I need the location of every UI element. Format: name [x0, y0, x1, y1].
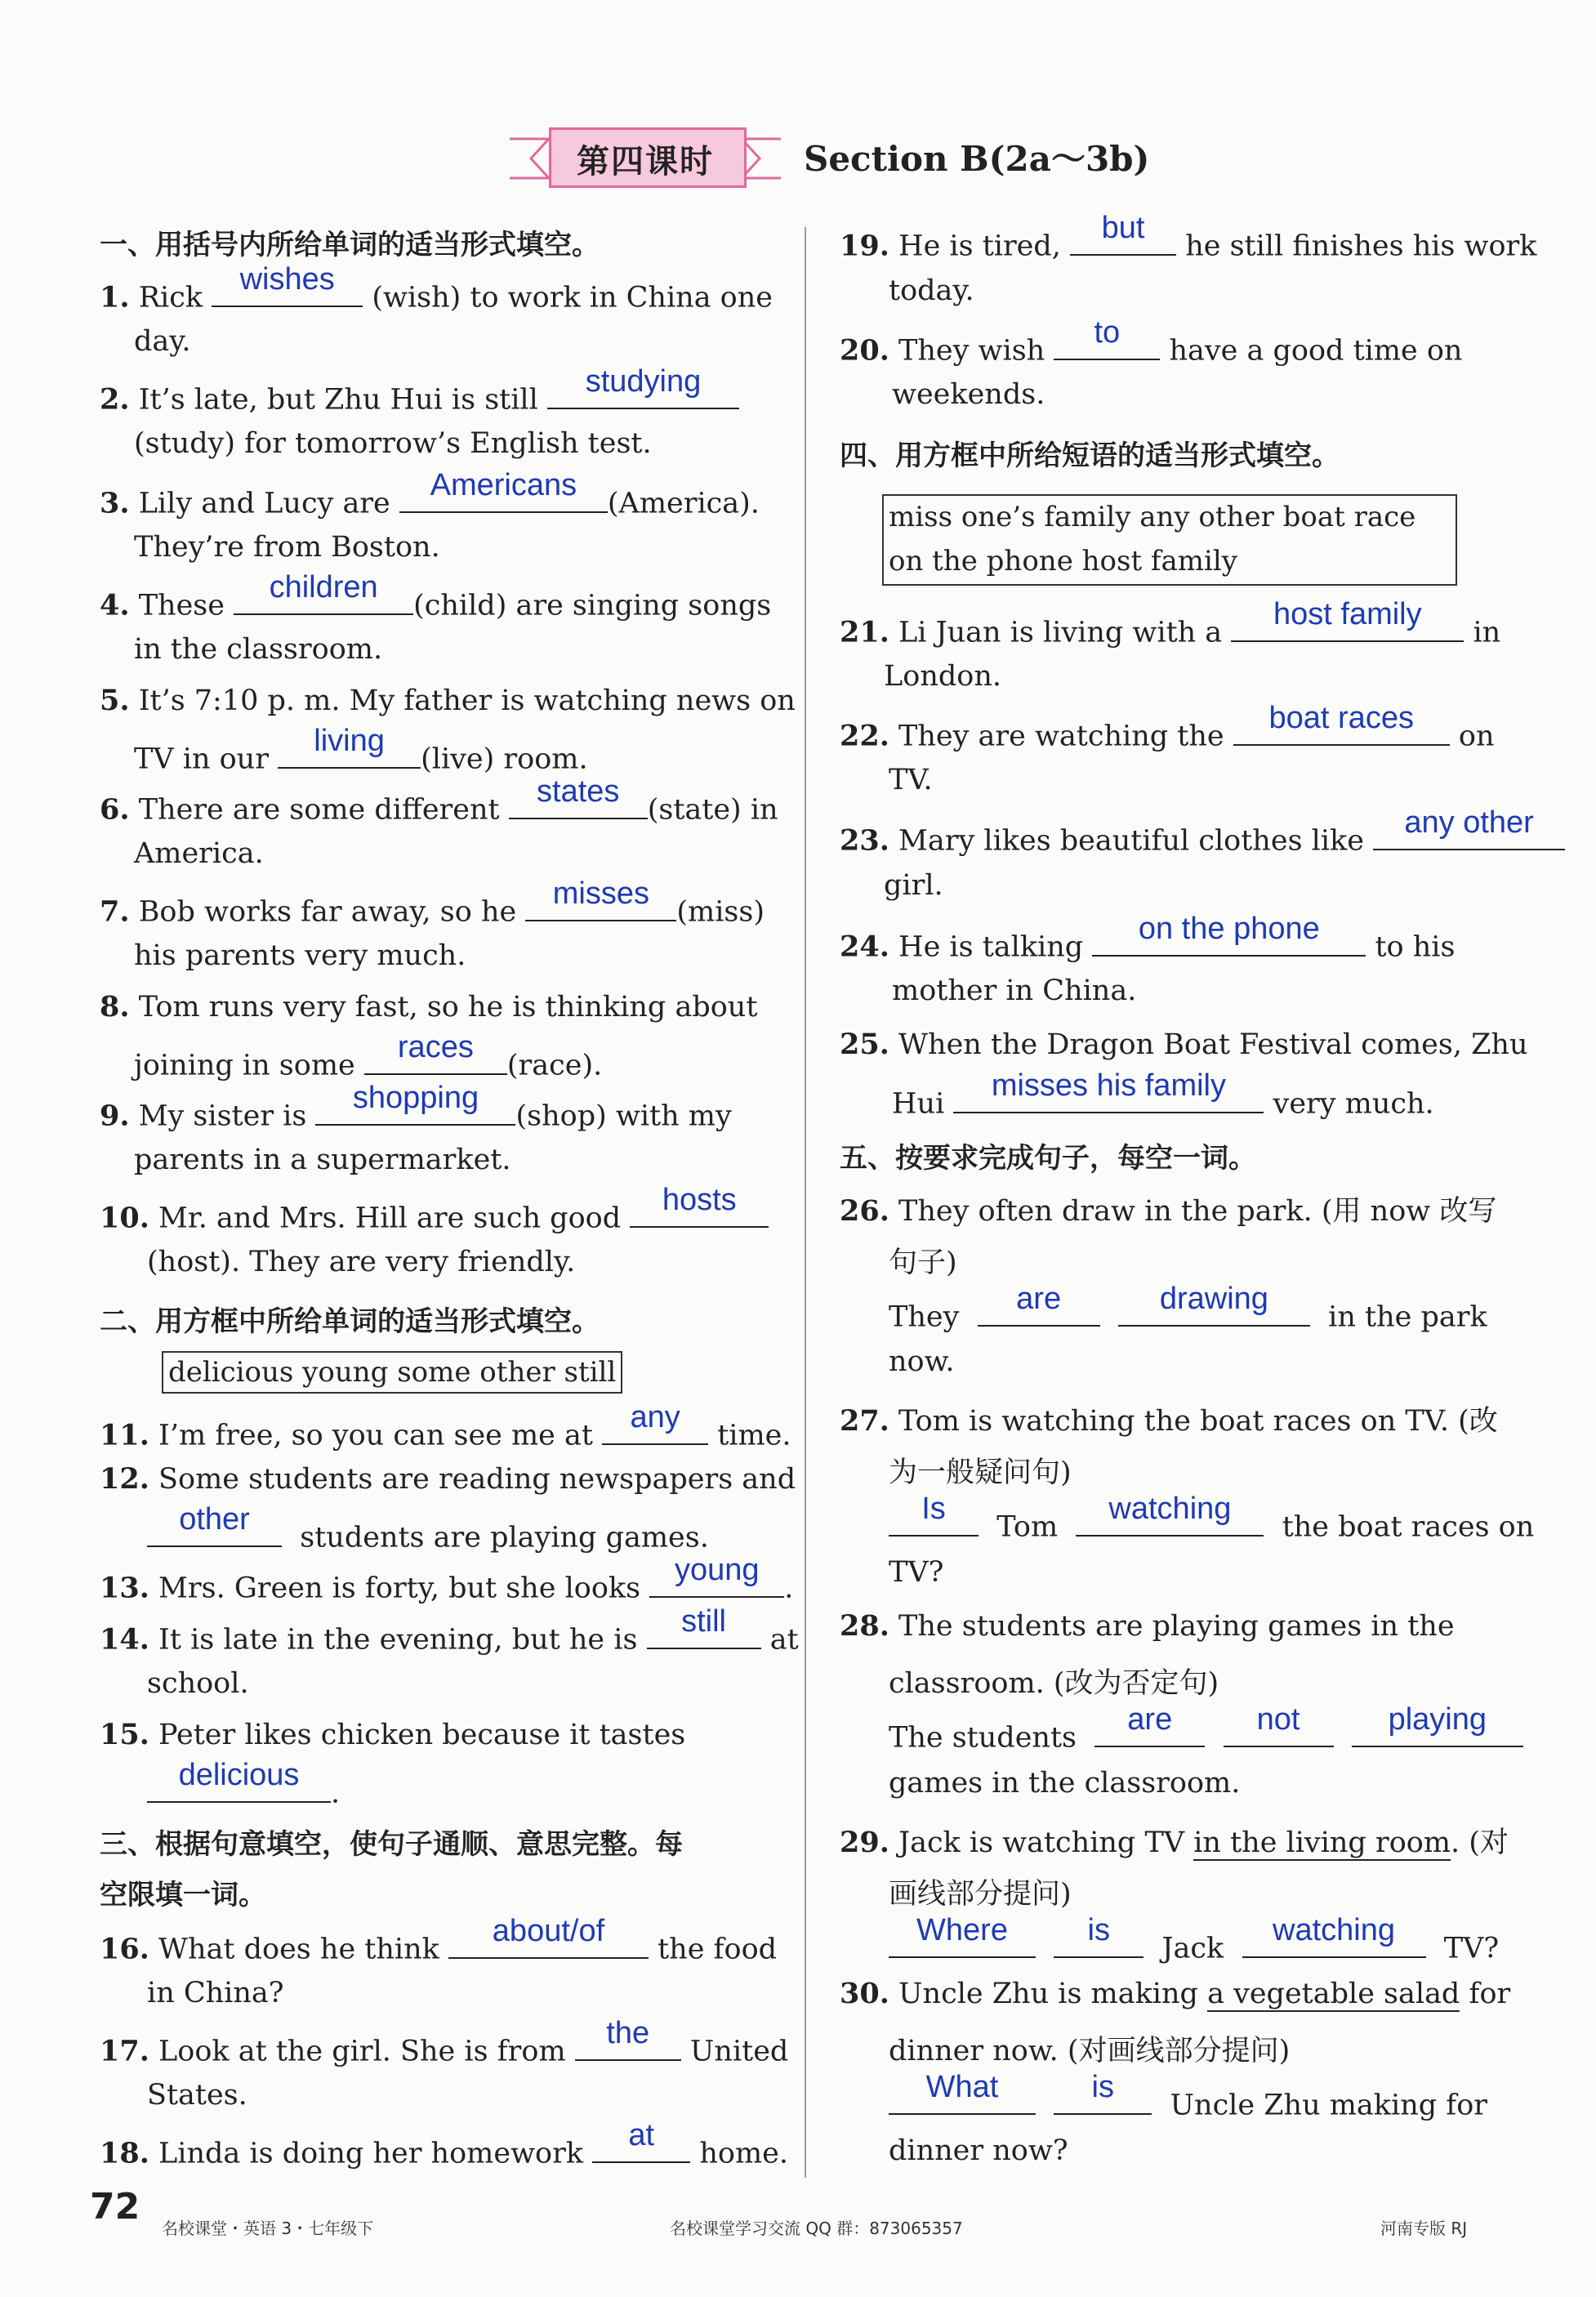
part4-heading: 四、用方框中所给短语的适当形式填空。: [840, 439, 1340, 472]
q-number: 26.: [840, 1194, 889, 1228]
q-text: the boat races on: [1282, 1510, 1535, 1544]
q-text: Hui: [892, 1087, 945, 1121]
part3-heading-cont: 空限填一词。: [100, 1879, 266, 1911]
q-number: 20.: [840, 333, 889, 368]
q-text: .: [331, 1777, 341, 1810]
q2-cont: (study) for tomorrow’s English test.: [134, 427, 652, 460]
q14-cont: school.: [147, 1667, 249, 1700]
q27-cont2: TV?: [889, 1556, 944, 1589]
q28-cont: classroom. (改为否定句): [889, 1667, 1219, 1700]
q-text: (race).: [506, 1049, 603, 1082]
answer-blank[interactable]: [1070, 210, 1176, 256]
q20: [840, 314, 1463, 368]
q-text: Jack is watching TV: [898, 1826, 1185, 1859]
q-number: 7.: [100, 894, 130, 929]
q-text: My sister is: [138, 1099, 307, 1133]
page-number: 72: [90, 2186, 140, 2228]
q-number: 9.: [100, 1099, 130, 1133]
q2: [100, 364, 739, 417]
q-text: (live) room.: [421, 743, 588, 776]
q16: [100, 1913, 778, 1966]
q4: [100, 569, 772, 622]
q-text: They often draw in the park. (用 now 改写: [898, 1195, 1497, 1228]
q29: [840, 1820, 1509, 1861]
q20-cont: weekends.: [892, 378, 1045, 411]
answer: What: [925, 2069, 999, 2104]
q3-cont: They’re from Boston.: [134, 531, 440, 564]
q-text: They wish: [898, 334, 1045, 368]
q-text: When the Dragon Boat Festival comes, Zhu: [898, 1028, 1528, 1061]
q29-cont: 画线部分提问): [889, 1878, 1072, 1911]
q-number: 29.: [840, 1826, 889, 1859]
answer-blank[interactable]: [1373, 805, 1565, 850]
q-text: Mr. and Mrs. Hill are such good: [158, 1202, 622, 1235]
q24-cont: mother in China.: [892, 975, 1137, 1007]
answer: Americans: [430, 467, 577, 502]
answer-blank[interactable]: [630, 1182, 769, 1228]
q-text: They are watching the: [898, 720, 1224, 753]
answer: playing: [1388, 1702, 1487, 1737]
answer-blank[interactable]: [234, 569, 413, 615]
q-text: United: [689, 2035, 789, 2068]
answer-blank[interactable]: [889, 1912, 1036, 1958]
q21: [840, 596, 1501, 649]
answer-blank[interactable]: [147, 1757, 331, 1803]
phrase-box-line1: miss one’s family any other boat race: [889, 501, 1416, 533]
answer: host family: [1273, 596, 1422, 631]
q-number: 18.: [100, 2136, 149, 2170]
answer: children: [269, 569, 378, 604]
q-text: He is tired,: [898, 230, 1061, 263]
q5-cont: [134, 723, 588, 776]
q25-cont: [892, 1068, 1434, 1121]
answer-blank[interactable]: [889, 1491, 979, 1537]
q25: [840, 1028, 1528, 1061]
answer-blank[interactable]: [1352, 1702, 1523, 1747]
q-text: It’s late, but Zhu Hui is still: [138, 383, 538, 417]
q-text: for: [1469, 1978, 1511, 2010]
q-number: 3.: [100, 486, 130, 520]
lesson-badge: [506, 123, 784, 193]
q12: [100, 1462, 796, 1496]
q-text: They: [889, 1300, 960, 1334]
answer: is: [1087, 1912, 1110, 1947]
q-text: I’m free, so you can see me at: [158, 1419, 593, 1452]
answer-blank[interactable]: [509, 774, 648, 819]
answer: on the phone: [1138, 911, 1320, 946]
q24: [840, 911, 1456, 964]
answer-blank[interactable]: [592, 2117, 690, 2163]
q-text: time.: [717, 1419, 791, 1452]
q-text: Peter likes chicken because it tastes: [158, 1719, 686, 1751]
q-number: 21.: [840, 615, 889, 649]
word-box: delicious young some other still: [162, 1351, 622, 1394]
q-text: (state) in: [647, 793, 778, 827]
q-number: 27.: [840, 1404, 889, 1438]
answer: but: [1101, 210, 1145, 245]
answer-blank[interactable]: [525, 876, 676, 921]
q-text: Some students are reading newspapers and: [158, 1463, 796, 1496]
q15: [100, 1718, 685, 1751]
q8: [100, 990, 757, 1024]
q6: [100, 774, 778, 827]
q29-answer-line: [889, 1912, 1500, 1965]
q26: [840, 1189, 1496, 1229]
phrase-box: [882, 494, 1457, 586]
answer-blank[interactable]: [1076, 1491, 1264, 1537]
q-number: 13.: [100, 1571, 149, 1605]
q17: [100, 2015, 789, 2068]
q-number: 1.: [100, 280, 130, 314]
q-text: The students are playing games in the: [898, 1610, 1455, 1643]
q-number: 16.: [100, 1932, 149, 1966]
q30-answer-line: [889, 2069, 1488, 2122]
q-number: 11.: [100, 1418, 149, 1452]
q7: [100, 876, 765, 929]
answer-blank[interactable]: [1231, 596, 1464, 642]
answer-blank[interactable]: [953, 1068, 1264, 1113]
q-number: 23.: [840, 823, 889, 858]
q-text: .: [784, 1572, 794, 1605]
answer: misses his family: [991, 1068, 1226, 1103]
q-number: 19.: [840, 229, 889, 263]
answer-blank[interactable]: [1054, 314, 1160, 360]
answer: Where: [916, 1912, 1008, 1947]
answer-blank[interactable]: [212, 261, 363, 307]
q-text: Tom is watching the boat races on TV. (改: [898, 1405, 1498, 1438]
q-text: Bob works far away, so he: [138, 895, 517, 929]
answer: shopping: [352, 1080, 479, 1115]
answer: the: [606, 2015, 650, 2050]
q-text: Rick: [138, 281, 203, 314]
q21-cont: London.: [884, 660, 1001, 693]
q7-cont: his parents very much.: [134, 939, 466, 972]
q-text: (miss): [676, 895, 765, 929]
answer-blank[interactable]: [147, 1501, 282, 1547]
q16-cont: in China?: [147, 1977, 284, 2009]
q30: [840, 1977, 1510, 2010]
q-number: 17.: [100, 2034, 149, 2068]
answer-blank[interactable]: [364, 1029, 507, 1075]
q-text: very much.: [1273, 1087, 1434, 1121]
answer-blank[interactable]: [1118, 1281, 1310, 1327]
q3: [100, 467, 760, 520]
q19: [840, 210, 1537, 263]
q28-cont2: games in the classroom.: [889, 1767, 1241, 1800]
q-text: He is talking: [898, 930, 1084, 964]
q-text: It’s 7:10 p. m. My father is watching news on: [138, 685, 796, 717]
q-number: 24.: [840, 930, 889, 964]
answer: watching: [1273, 1912, 1395, 1947]
answer-blank[interactable]: [448, 1913, 649, 1959]
phrase-box-line2: on the phone host family: [889, 545, 1237, 578]
q26-answer-line: [889, 1281, 1487, 1334]
answer-blank[interactable]: [1242, 1912, 1426, 1958]
q-text: home.: [699, 2137, 788, 2170]
q-text: TV?: [1443, 1932, 1500, 1965]
answer: at: [628, 2117, 655, 2152]
answer: is: [1091, 2069, 1114, 2104]
q-text: It is late in the evening, but he is: [158, 1623, 638, 1657]
answer: races: [397, 1029, 474, 1064]
answer-blank[interactable]: [1233, 700, 1450, 746]
q28-answer-line: [889, 1702, 1523, 1755]
q-text: What does he think: [158, 1933, 439, 1966]
q27-cont: 为一般疑问句): [889, 1456, 1072, 1489]
q-text: in the park: [1328, 1300, 1487, 1334]
q-number: 30.: [840, 1977, 889, 2010]
answer-blank[interactable]: [649, 1552, 784, 1598]
q-text: Uncle Zhu is making: [898, 1978, 1198, 2010]
q18: [100, 2117, 788, 2170]
q-text: on: [1458, 720, 1495, 753]
answer: about/of: [492, 1913, 605, 1948]
column-divider: [805, 227, 806, 2178]
q14: [100, 1603, 799, 1657]
lesson-label: 第四课时: [577, 143, 714, 181]
q1: [100, 261, 773, 314]
q-text: The students: [889, 1721, 1077, 1755]
answer: still: [681, 1603, 726, 1639]
q19-cont: today.: [889, 274, 974, 307]
answer-blank[interactable]: [978, 1281, 1100, 1327]
q-text: (child) are singing songs: [413, 589, 772, 622]
q-text: (America).: [607, 487, 760, 520]
part1-heading: 一、用括号内所给单词的适当形式填空。: [100, 229, 600, 261]
q-number: 8.: [100, 990, 130, 1024]
underlined-phrase: a vegetable salad: [1207, 1978, 1460, 2010]
answer: any other: [1404, 805, 1534, 840]
q22-cont: TV.: [889, 764, 933, 796]
answer: watching: [1108, 1491, 1232, 1526]
q10: [100, 1182, 769, 1235]
q23: [840, 805, 1565, 858]
answer: states: [537, 774, 620, 809]
q12-cont: [147, 1501, 709, 1554]
answer: drawing: [1159, 1281, 1268, 1316]
q15-cont: [147, 1757, 341, 1810]
q22: [840, 700, 1495, 753]
answer-blank[interactable]: [1224, 1702, 1334, 1747]
answer: are: [1127, 1702, 1173, 1737]
answer: to: [1094, 314, 1121, 350]
answer: living: [314, 723, 385, 758]
answer: hosts: [662, 1182, 737, 1217]
q10-cont: (host). They are very friendly.: [147, 1246, 576, 1278]
q-text: There are some different: [138, 793, 500, 827]
answer-blank[interactable]: [1054, 1912, 1144, 1958]
q-text: Tom runs very fast, so he is thinking about: [138, 991, 758, 1024]
q-text: students are playing games.: [300, 1521, 709, 1554]
q-text: to his: [1375, 930, 1456, 964]
part5-heading: 五、按要求完成句子，每空一词。: [840, 1142, 1256, 1175]
q8-cont: [134, 1029, 603, 1082]
underlined-phrase: in the living room: [1193, 1826, 1451, 1859]
q28: [840, 1609, 1455, 1643]
q9: [100, 1080, 732, 1133]
q-text: joining in some: [134, 1049, 355, 1082]
q13: [100, 1552, 794, 1605]
q27-answer-line: [889, 1491, 1535, 1544]
q-number: 5.: [100, 684, 130, 717]
answer: any: [630, 1399, 680, 1434]
answer-blank[interactable]: [647, 1603, 761, 1649]
answer-blank[interactable]: [315, 1080, 515, 1126]
answer: boat races: [1268, 700, 1414, 735]
q-text: in: [1473, 616, 1501, 649]
q-number: 4.: [100, 588, 130, 622]
q-text: at: [769, 1623, 799, 1657]
answer: studying: [585, 364, 702, 399]
section-title: Section B(2a～3b): [804, 139, 1150, 179]
q-number: 2.: [100, 382, 130, 417]
q9-cont: parents in a supermarket.: [134, 1144, 511, 1176]
q6-cont: America.: [134, 837, 264, 870]
q-text: Lily and Lucy are: [138, 487, 390, 520]
answer-blank[interactable]: [575, 2015, 681, 2061]
part2-heading: 二、用方框中所给单词的适当形式填空。: [100, 1305, 600, 1338]
q-text: Jack: [1161, 1932, 1224, 1965]
q-number: 28.: [840, 1609, 889, 1643]
answer-blank[interactable]: [399, 467, 608, 513]
q-text: These: [138, 589, 225, 622]
q-text: he still finishes his work: [1185, 230, 1537, 263]
answer: other: [179, 1501, 250, 1537]
answer-blank[interactable]: [547, 364, 739, 409]
answer: Is: [921, 1491, 946, 1526]
q-number: 6.: [100, 792, 130, 827]
q-number: 25.: [840, 1028, 889, 1061]
q-text: have a good time on: [1169, 334, 1463, 368]
answer-blank[interactable]: [889, 2069, 1036, 2115]
answer-blank[interactable]: [1094, 1702, 1205, 1747]
q27: [840, 1398, 1498, 1439]
q-number: 22.: [840, 719, 889, 753]
q-text: Mary likes beautiful clothes like: [898, 824, 1364, 858]
q23-cont: girl.: [884, 869, 943, 902]
q-text: Linda is doing her homework: [158, 2137, 584, 2170]
answer-blank[interactable]: [1054, 2069, 1152, 2115]
part3-heading: 三、根据句意填空，使句子通顺、意思完整。每: [100, 1828, 683, 1861]
q-number: 15.: [100, 1718, 149, 1751]
q-text: TV in our: [134, 743, 269, 776]
q4-cont: in the classroom.: [134, 633, 383, 666]
q-text: Uncle Zhu making for: [1170, 2089, 1488, 2122]
answer: are: [1016, 1281, 1062, 1316]
q-text: Li Juan is living with a: [898, 616, 1223, 649]
q-text: the food: [658, 1933, 778, 1966]
q-text: Look at the girl. She is from: [158, 2035, 566, 2068]
q17-cont: States.: [147, 2079, 247, 2112]
footer-qq-group: 名校课堂学习交流 QQ 群：873065357: [670, 2219, 963, 2238]
q-text: Mrs. Green is forty, but she looks: [158, 1572, 641, 1605]
q30-cont: dinner now. (对画线部分提问): [889, 2035, 1291, 2067]
q11: [100, 1399, 791, 1452]
q-text: (wish) to work in China one: [372, 281, 773, 314]
q-number: 14.: [100, 1622, 149, 1657]
q1-cont: day.: [134, 325, 191, 358]
q-text: Tom: [996, 1510, 1059, 1544]
answer-blank[interactable]: [1092, 911, 1366, 957]
q-text: . (对: [1451, 1826, 1509, 1859]
q26-cont: 句子): [889, 1247, 957, 1279]
answer: wishes: [239, 261, 335, 297]
q-number: 12.: [100, 1462, 149, 1496]
footer-book-title: 名校课堂・英语 3・七年级下: [162, 2219, 374, 2238]
q-text: (shop) with my: [515, 1099, 732, 1133]
q30-cont2: dinner now?: [889, 2134, 1068, 2167]
answer: young: [674, 1552, 760, 1587]
q-number: 10.: [100, 1201, 149, 1235]
answer-blank[interactable]: [278, 723, 421, 769]
q5: [100, 684, 796, 717]
answer-blank[interactable]: [602, 1399, 708, 1445]
footer-edition: 河南专版 RJ: [1380, 2219, 1468, 2238]
answer: misses: [552, 876, 649, 911]
answer: not: [1256, 1702, 1300, 1737]
answer: delicious: [178, 1757, 300, 1792]
q26-cont2: now.: [889, 1345, 955, 1378]
